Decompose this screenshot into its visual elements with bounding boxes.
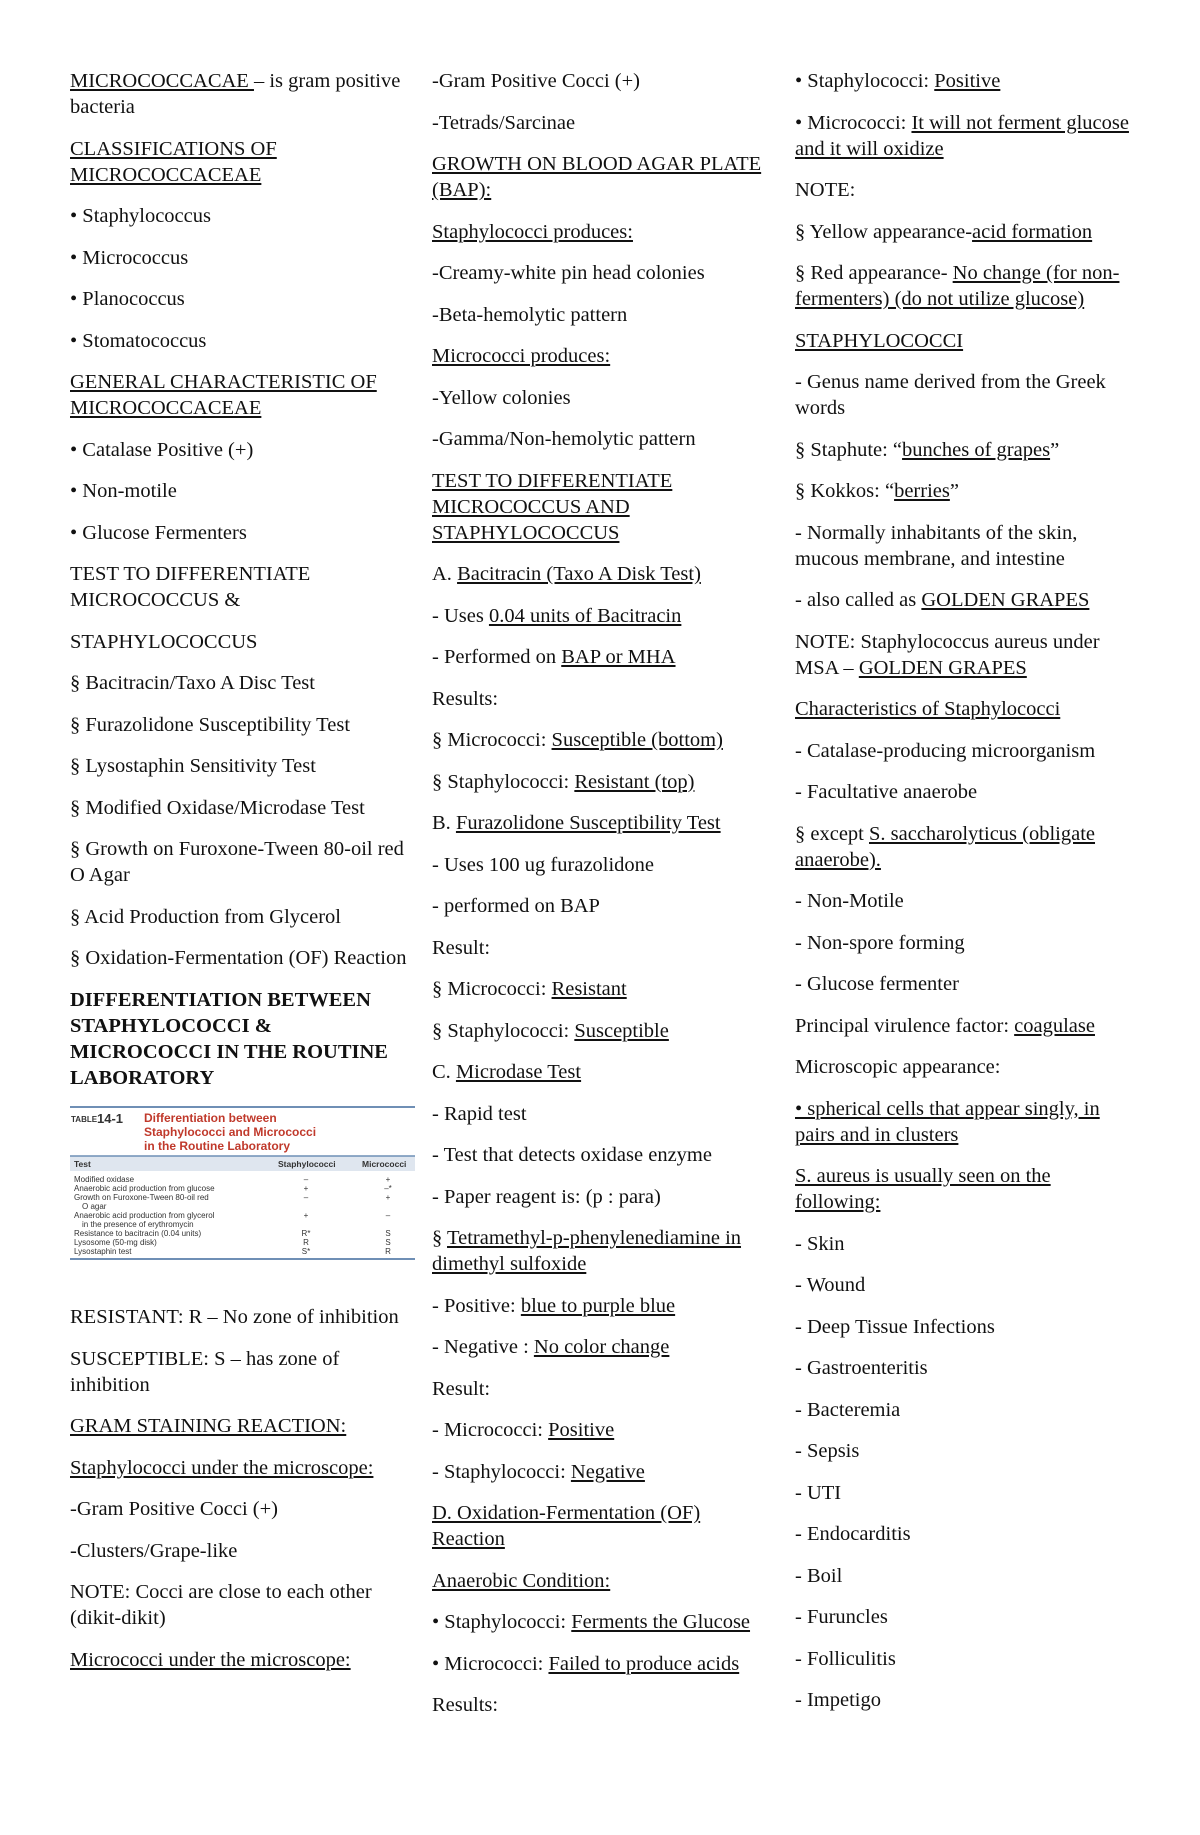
text-span: - Micrococci: xyxy=(432,1419,549,1441)
underlined-text: Failed to produce acids xyxy=(548,1652,740,1675)
text-span: Principal virulence factor: xyxy=(795,1014,1015,1037)
text-span: - performed on BAP xyxy=(432,895,600,917)
text-span: • Glucose Fermenters xyxy=(70,521,247,544)
text-paragraph xyxy=(70,629,415,655)
underlined-text: GOLDEN GRAPES xyxy=(858,656,1027,679)
text-span: Result: xyxy=(432,1377,491,1400)
text-span: § xyxy=(432,1227,448,1249)
text-paragraph xyxy=(70,245,415,271)
text-paragraph xyxy=(432,1609,777,1635)
underlined-text: coagulase xyxy=(1014,1014,1095,1037)
underlined-text: TEST TO DIFFERENTIATE MICROCOCCUS AND STAPHYLOCOCCUS xyxy=(432,469,673,544)
text-paragraph xyxy=(432,1500,777,1552)
underlined-text: BAP or MHA xyxy=(561,646,676,668)
text-span: - also called as xyxy=(795,589,922,611)
underlined-text: Microdase Test xyxy=(455,1061,582,1083)
text-span: - Catalase-producing microorganism xyxy=(795,739,1096,762)
text-paragraph xyxy=(795,738,1140,764)
text-paragraph xyxy=(432,1018,777,1044)
text-span: - Endocarditis xyxy=(795,1523,911,1545)
text-span: - Folliculitis xyxy=(795,1647,896,1670)
text-span: -Gamma/Non-hemolytic pattern xyxy=(432,428,696,450)
text-span: - Furuncles xyxy=(795,1606,888,1628)
text-paragraph xyxy=(70,1413,415,1439)
text-paragraph xyxy=(70,328,415,354)
table-header-cell: Staphylococci xyxy=(278,1159,336,1169)
text-span: - Deep Tissue Infections xyxy=(795,1315,995,1338)
text-paragraph xyxy=(432,1101,777,1127)
table-header-cell: Test xyxy=(74,1159,91,1169)
underlined-text: No color change xyxy=(533,1336,670,1358)
text-span: § Micrococci: xyxy=(432,978,552,1000)
text-span: - Normally inhabitants of the skin, mucous membrane, and intestine xyxy=(795,521,1078,570)
text-paragraph xyxy=(432,769,777,795)
underlined-text: berries xyxy=(894,480,950,502)
text-paragraph xyxy=(432,468,777,546)
underlined-text: D. Oxidation-Fermentation (OF) Reaction xyxy=(432,1502,701,1550)
text-paragraph xyxy=(795,1314,1140,1340)
text-span: SUSCEPTIBLE: S – has zone of inhibition xyxy=(70,1347,340,1396)
table-staph-cell: – xyxy=(303,1193,309,1202)
table-staph-cell: R* xyxy=(301,1229,311,1238)
text-span: RESISTANT: R – No zone of inhibition xyxy=(70,1306,399,1328)
text-paragraph xyxy=(795,520,1140,572)
text-paragraph xyxy=(795,1563,1140,1589)
text-span: • Micrococci: xyxy=(432,1652,549,1675)
underlined-text: Ferments the Glucose xyxy=(571,1611,751,1633)
text-paragraph xyxy=(795,1163,1140,1215)
text-paragraph xyxy=(70,1538,415,1564)
underlined-text: GROWTH ON BLOOD AGAR PLATE (BAP): xyxy=(432,153,762,201)
text-paragraph xyxy=(795,629,1140,681)
text-span: NOTE: Staphylococcus aureus under MSA – xyxy=(795,630,1100,679)
text-paragraph xyxy=(795,1355,1140,1381)
text-span: - Positive: xyxy=(432,1294,521,1317)
text-span: § except xyxy=(795,822,869,845)
table-micro-cell: R xyxy=(385,1247,391,1256)
table-test-cell: Lysostaphin test xyxy=(74,1247,132,1256)
text-paragraph xyxy=(70,286,415,312)
text-paragraph xyxy=(70,987,415,1091)
text-paragraph xyxy=(795,1272,1140,1298)
text-span: - Facultative anaerobe xyxy=(795,781,978,803)
text-span: § Growth on Furoxone-Tween 80-oil red O Agar xyxy=(70,838,404,886)
text-span: § Staphylococci: xyxy=(432,770,575,793)
text-paragraph xyxy=(70,795,415,821)
text-span: - Skin xyxy=(795,1232,845,1255)
text-paragraph xyxy=(795,260,1140,312)
text-span: § Staphylococci: xyxy=(432,1019,575,1042)
text-span: - Impetigo xyxy=(795,1689,881,1711)
text-paragraph xyxy=(70,437,415,463)
text-paragraph xyxy=(432,686,777,712)
text-paragraph xyxy=(795,437,1140,463)
text-span: - Paper reagent is: (p : para) xyxy=(432,1185,661,1208)
table-test-cell: Anaerobic acid production from glycerol xyxy=(74,1211,215,1220)
text-paragraph xyxy=(795,587,1140,613)
text-span: Result: xyxy=(432,936,491,959)
text-span: • Catalase Positive (+) xyxy=(70,438,254,461)
text-span: - Uses 100 ug furazolidone xyxy=(432,853,655,876)
text-span: § Acid Production from Glycerol xyxy=(70,905,342,928)
text-span: • Micrococci: xyxy=(795,111,912,134)
text-paragraph xyxy=(70,836,415,888)
text-paragraph xyxy=(432,561,777,587)
text-paragraph xyxy=(432,976,777,1002)
text-span: -Yellow colonies xyxy=(432,386,571,409)
text-paragraph xyxy=(70,520,415,546)
text-paragraph xyxy=(795,1231,1140,1257)
text-paragraph xyxy=(70,1496,415,1522)
table-staph-cell: – xyxy=(303,1175,309,1184)
underlined-text: • spherical cells that appear singly, in pairs and in clusters xyxy=(795,1097,1100,1146)
text-paragraph xyxy=(432,260,777,286)
table-test-cell: Resistance to bacitracin (0.04 units) xyxy=(74,1229,202,1238)
underlined-text: Bacitracin (Taxo A Disk Test) xyxy=(457,563,701,585)
table-staph-cell: + xyxy=(303,1211,309,1220)
text-paragraph xyxy=(432,935,777,961)
text-paragraph xyxy=(432,1417,777,1443)
text-paragraph xyxy=(795,888,1140,914)
text-paragraph xyxy=(70,945,415,971)
table-micro-cell: + xyxy=(385,1193,391,1202)
text-paragraph xyxy=(432,1142,777,1168)
text-span: § Lysostaphin Sensitivity Test xyxy=(70,755,316,777)
text-paragraph xyxy=(70,1579,415,1631)
text-paragraph xyxy=(795,971,1140,997)
text-span: • Staphylococci: xyxy=(432,1611,572,1633)
table-test-cell: O agar xyxy=(82,1202,107,1211)
underlined-text: Susceptible xyxy=(574,1019,669,1042)
underlined-text: S. saccharolyticus (obligate anaerobe). xyxy=(795,822,1096,871)
text-span: - Sepsis xyxy=(795,1440,860,1462)
text-paragraph xyxy=(795,1687,1140,1713)
text-span: - Bacteremia xyxy=(795,1398,901,1421)
text-span: - Boil xyxy=(795,1564,843,1587)
text-paragraph xyxy=(432,68,777,94)
text-paragraph xyxy=(795,1604,1140,1630)
text-paragraph xyxy=(432,343,777,369)
text-span: • Staphylococcus xyxy=(70,205,211,227)
text-paragraph xyxy=(70,1304,415,1330)
underlined-text: Furazolidone Susceptibility Test xyxy=(455,812,721,834)
underlined-text: blue to purple blue xyxy=(520,1294,676,1317)
underlined-text: Susceptible (bottom) xyxy=(551,729,723,751)
column-1 xyxy=(70,68,415,1688)
underlined-text: Tetramethyl-p-phenylenediamine in dimethyl sulfoxide xyxy=(432,1227,742,1275)
text-paragraph xyxy=(432,852,777,878)
text-span: § Bacitracin/Taxo A Disc Test xyxy=(70,672,315,694)
text-paragraph xyxy=(70,369,415,421)
text-paragraph xyxy=(795,1480,1140,1506)
text-paragraph xyxy=(795,1438,1140,1464)
text-span: • Stomatococcus xyxy=(70,329,207,352)
text-span: ” xyxy=(949,480,959,502)
table-header-cell: Micrococci xyxy=(362,1159,407,1169)
text-paragraph xyxy=(432,1293,777,1319)
text-span: TEST TO DIFFERENTIATE MICROCOCCUS & xyxy=(70,563,311,611)
column-2 xyxy=(432,68,777,1734)
text-paragraph xyxy=(70,478,415,504)
table-staph-cell: R xyxy=(303,1238,309,1247)
underlined-text: Anaerobic Condition: xyxy=(432,1569,611,1592)
text-paragraph xyxy=(432,1184,777,1210)
text-paragraph xyxy=(70,68,415,120)
text-span: - Wound xyxy=(795,1274,866,1296)
column-3 xyxy=(795,68,1140,1729)
underlined-text: acid formation xyxy=(972,220,1093,243)
text-span: - Non-spore forming xyxy=(795,931,965,954)
text-paragraph xyxy=(432,426,777,452)
text-span: § Micrococci: xyxy=(432,729,552,751)
text-span: - Non-Motile xyxy=(795,890,904,912)
underlined-text: GENERAL CHARACTERISTIC OF MICROCOCCACEAE xyxy=(70,371,377,419)
text-paragraph xyxy=(432,810,777,836)
table-staph-cell: S* xyxy=(301,1247,311,1256)
table-test-cell: in the presence of erythromycin xyxy=(82,1220,194,1229)
text-paragraph xyxy=(795,369,1140,421)
text-span: • Staphylococci: xyxy=(795,70,935,92)
text-paragraph xyxy=(795,1397,1140,1423)
text-span: - Staphylococci: xyxy=(432,1460,571,1483)
table-micro-cell: + xyxy=(385,1175,391,1184)
text-span: § Modified Oxidase/Microdase Test xyxy=(70,796,365,819)
text-paragraph xyxy=(795,930,1140,956)
text-paragraph xyxy=(795,1054,1140,1080)
text-paragraph xyxy=(432,1651,777,1677)
underlined-text: Resistant xyxy=(551,978,627,1000)
text-paragraph xyxy=(795,478,1140,504)
differentiation-table xyxy=(70,1106,415,1286)
underlined-text: Staphylococci under the microscope: xyxy=(70,1456,374,1479)
text-paragraph xyxy=(795,1096,1140,1148)
text-paragraph xyxy=(795,219,1140,245)
table-test-cell: Anaerobic acid production from glucose xyxy=(74,1184,215,1193)
table-micro-cell: – xyxy=(385,1211,391,1220)
table-number: 14-1 xyxy=(97,1111,124,1126)
text-span: Results: xyxy=(432,1694,499,1716)
underlined-text: It will not ferment glucose and it will oxidize xyxy=(795,111,1129,160)
text-span: C. xyxy=(432,1061,456,1083)
table-staph-cell: + xyxy=(303,1184,309,1193)
underlined-text: STAPHYLOCOCCI xyxy=(795,329,964,352)
text-span: § Oxidation-Fermentation (OF) Reaction xyxy=(70,947,407,969)
text-span: • Micrococcus xyxy=(70,246,189,269)
table-title-line: in the Routine Laboratory xyxy=(144,1139,291,1153)
table-test-cell: Growth on Furoxone-Tween 80-oil red xyxy=(74,1193,209,1202)
text-paragraph xyxy=(70,1346,415,1398)
text-paragraph xyxy=(432,1459,777,1485)
table-micro-cell: S xyxy=(385,1238,391,1247)
text-span: -Beta-hemolytic pattern xyxy=(432,303,628,326)
text-paragraph xyxy=(795,1013,1140,1039)
text-span: - Uses xyxy=(432,604,489,627)
text-span: § Red appearance- xyxy=(795,262,953,284)
table-title-line: Staphylococci and Micrococci xyxy=(144,1125,317,1139)
text-paragraph xyxy=(432,151,777,203)
text-paragraph xyxy=(70,1647,415,1673)
text-paragraph xyxy=(70,712,415,738)
text-paragraph xyxy=(795,328,1140,354)
bold-heading: DIFFERENTIATION BETWEEN STAPHYLOCOCCI & MICROCOCCI IN THE ROUTINE LABORATORY xyxy=(70,988,388,1089)
text-span: -Gram Positive Cocci (+) xyxy=(432,70,640,92)
underlined-text: Positive xyxy=(548,1419,615,1441)
underlined-text: Resistant (top) xyxy=(574,770,695,793)
text-span: - Genus name derived from the Greek words xyxy=(795,371,1106,419)
text-paragraph xyxy=(795,1646,1140,1672)
differentiation-table-figure xyxy=(70,1106,415,1286)
text-paragraph xyxy=(432,110,777,136)
text-span: - Test that detects oxidase enzyme xyxy=(432,1144,712,1166)
underlined-text: Micrococci under the microscope: xyxy=(70,1648,351,1671)
text-paragraph xyxy=(795,68,1140,94)
underlined-text: GRAM STAINING REACTION: xyxy=(70,1415,347,1437)
text-paragraph xyxy=(70,1455,415,1481)
underlined-text: S. aureus is usually seen on the following: xyxy=(795,1165,1051,1213)
text-paragraph xyxy=(795,821,1140,873)
text-span: A. xyxy=(432,563,458,585)
text-paragraph xyxy=(432,603,777,629)
text-paragraph xyxy=(432,644,777,670)
underlined-text: GOLDEN GRAPES xyxy=(921,589,1090,611)
text-span: • Planococcus xyxy=(70,288,185,310)
text-paragraph xyxy=(795,110,1140,162)
text-paragraph xyxy=(70,904,415,930)
text-paragraph xyxy=(432,1334,777,1360)
text-span: - Rapid test xyxy=(432,1102,527,1125)
text-paragraph xyxy=(70,561,415,613)
text-paragraph xyxy=(432,1568,777,1594)
table-test-cell: Modified oxidase xyxy=(74,1175,135,1184)
text-paragraph xyxy=(795,177,1140,203)
text-paragraph xyxy=(70,670,415,696)
text-span: § Yellow appearance- xyxy=(795,220,973,243)
text-span: – is gram positive bacteria xyxy=(70,70,401,118)
underlined-text: CLASSIFICATIONS OF MICROCOCCACEAE xyxy=(70,137,277,186)
table-micro-cell: S xyxy=(385,1229,391,1238)
underlined-text: No change (for non-fermenters) (do not utilize glucose) xyxy=(795,262,1120,310)
text-paragraph xyxy=(432,893,777,919)
text-span: NOTE: Cocci are close to each other (dikit-dikit) xyxy=(70,1581,372,1629)
text-span: - Negative : xyxy=(432,1336,534,1358)
underlined-text: MICROCOCCACAE xyxy=(70,70,254,92)
text-span: -Creamy-white pin head colonies xyxy=(432,262,705,284)
text-span: -Tetrads/Sarcinae xyxy=(432,111,576,134)
text-paragraph xyxy=(432,1376,777,1402)
table-title-line: Differentiation between xyxy=(144,1111,277,1125)
text-span: • Non-motile xyxy=(70,480,177,502)
text-span: B. xyxy=(432,812,456,834)
underlined-text: Positive xyxy=(934,70,1001,92)
text-span: Results: xyxy=(432,687,499,710)
text-paragraph xyxy=(795,779,1140,805)
table-label: TABLE xyxy=(71,1115,98,1124)
text-paragraph xyxy=(432,219,777,245)
text-paragraph xyxy=(70,136,415,188)
text-span: STAPHYLOCOCCUS xyxy=(70,630,258,653)
text-paragraph xyxy=(795,696,1140,722)
table-test-cell: Lysosome (50-mg disk) xyxy=(74,1238,157,1247)
text-paragraph xyxy=(70,753,415,779)
table-micro-cell: –* xyxy=(384,1184,392,1193)
text-paragraph xyxy=(432,385,777,411)
text-span: Microscopic appearance: xyxy=(795,1056,1001,1078)
text-span: § Kokkos: “ xyxy=(795,480,895,502)
text-span: § Staphute: “ xyxy=(795,438,903,461)
text-paragraph xyxy=(432,302,777,328)
text-span: § Furazolidone Susceptibility Test xyxy=(70,713,351,736)
text-paragraph xyxy=(432,1059,777,1085)
text-paragraph xyxy=(432,1692,777,1718)
text-span: - Performed on xyxy=(432,646,562,668)
underlined-text: Staphylococci produces: xyxy=(432,220,633,243)
text-span: - Glucose fermenter xyxy=(795,973,959,995)
underlined-text: Characteristics of Staphylococci xyxy=(795,698,1061,720)
text-span: ” xyxy=(1050,438,1060,461)
underlined-text: Negative xyxy=(570,1460,645,1483)
text-paragraph xyxy=(70,203,415,229)
text-span: NOTE: xyxy=(795,179,856,201)
text-span: - UTI xyxy=(795,1481,842,1504)
underlined-text: bunches of grapes xyxy=(902,438,1051,461)
text-paragraph xyxy=(432,1225,777,1277)
text-paragraph xyxy=(795,1521,1140,1547)
underlined-text: Micrococci produces: xyxy=(432,345,611,367)
underlined-text: 0.04 units of Bacitracin xyxy=(488,604,682,627)
text-paragraph xyxy=(432,727,777,753)
text-span: -Clusters/Grape-like xyxy=(70,1539,238,1562)
text-span: -Gram Positive Cocci (+) xyxy=(70,1498,278,1520)
text-span: - Gastroenteritis xyxy=(795,1357,928,1379)
